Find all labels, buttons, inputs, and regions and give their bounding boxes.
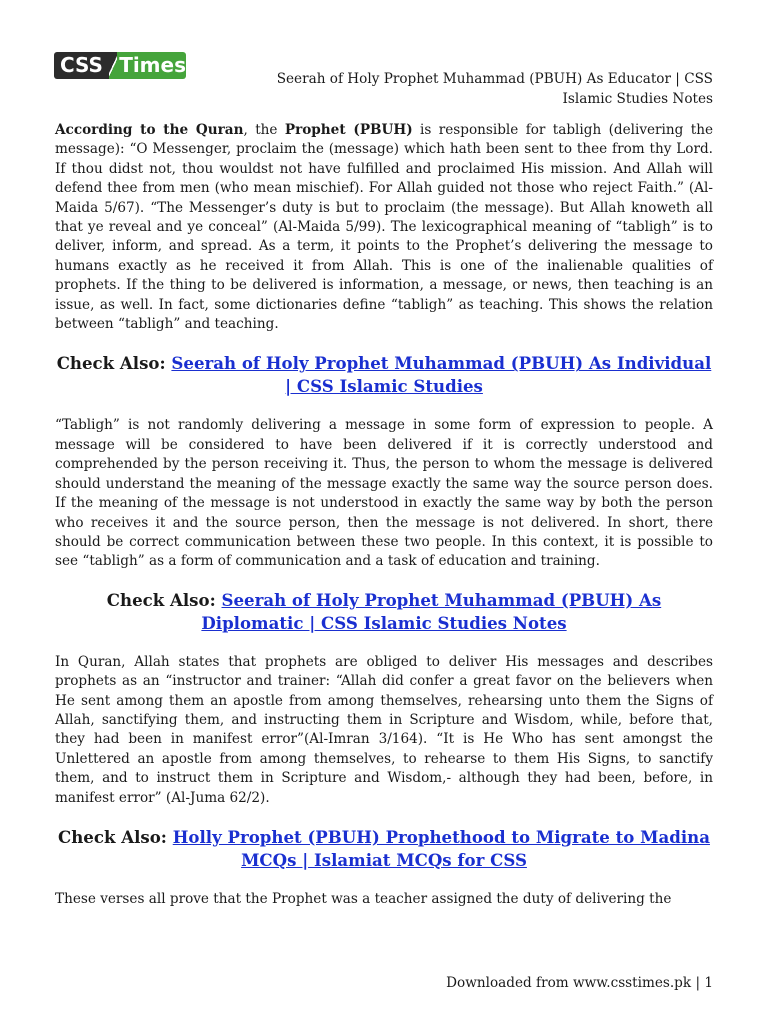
- check-also-1: [55, 352, 713, 398]
- check-also-label: Check Also:: [56, 353, 172, 374]
- csstimes-logo: [54, 52, 186, 79]
- paragraph-1-text-b: is responsible for tabligh (delivering the message): “O Messenger, proclaim the (message) which hath been sent to thee from thy Lord. If thou didst not, thou wouldst not have fulfilled and proclaimed His mission. And Allah will defend thee from men (who mean mischief). For Allah guided not those who reject Faith.” (Al-Maida 5/67). “The Messenger’s duty is but to proclaim (the message). But Allah knoweth all that ye reveal and ye conceal” (Al-Maida 5/99). The lexicographical meaning of “tabligh” is to deliver, inform, and spread. As a term, it points to the Prophet’s delivering the message to humans exactly as he received it from Allah. This is one of the inalienable qualities of prophets. If the thing to be delivered is information, a message, or news, then teaching is an issue, as well. In fact, some dictionaries define “tabligh” as teaching. This shows the relation between “tabligh” and teaching.: [55, 122, 713, 333]
- paragraph-1: [55, 121, 713, 334]
- logo-css-text: CSS: [54, 52, 109, 79]
- check-also-3: [55, 826, 713, 872]
- check-also-link-individual[interactable]: Seerah of Holy Prophet Muhammad (PBUH) As Individual | CSS Islamic Studies: [171, 353, 712, 397]
- check-also-link-diplomatic[interactable]: Seerah of Holy Prophet Muhammad (PBUH) As Diplomatic | CSS Islamic Studies Notes: [201, 589, 662, 633]
- bold-quran: According to the Quran: [55, 122, 244, 138]
- check-also-link-madina-mcqs[interactable]: Holly Prophet (PBUH) Prophethood to Migrate to Madina MCQs | Islamiat MCQs for CSS: [172, 826, 710, 870]
- header-title-line1: Seerah of Holy Prophet Muhammad (PBUH) As Educator | CSS: [276, 71, 713, 87]
- logo-slash: [109, 52, 117, 79]
- paragraph-1-text-a: , the: [243, 122, 285, 138]
- page-footer: Downloaded from www.csstimes.pk | 1: [446, 975, 713, 991]
- check-also-2: [55, 589, 713, 635]
- document-body: [55, 121, 713, 909]
- header-title-line2: Islamic Studies Notes: [562, 90, 713, 107]
- header-title: [243, 70, 713, 109]
- logo-times-text: Times: [119, 53, 186, 77]
- bold-prophet: Prophet (PBUH): [284, 122, 413, 138]
- check-also-label: Check Also:: [58, 826, 173, 847]
- paragraph-2: “Tabligh” is not randomly delivering a message in some form of expression to people. A message will be considered to have been delivered if it is correctly understood and comprehended by the person receiving it. Thus, the person to whom the message is delivered should understand the meaning of the message exactly the same way the source person does. If the meaning of the message is not understood in exactly the same way by both the person who receives it and the source person, then the message is not delivered. In short, there should be correct communication between these two people. In this context, it is possible to see “tabligh” as a form of communication and a task of education and training.: [55, 417, 713, 570]
- paragraph-3: In Quran, Allah states that prophets are obliged to deliver His messages and describes prophets as an “instructor and trainer: “Allah did confer a great favor on the believers when He sent among them an apostle from among themselves, rehearsing unto them the Signs of Allah, sanctifying them, and instructing them in Scripture and Wisdom, while, before that, they had been in manifest error”(Al-Imran 3/164). “It is He Who has sent amongst the Unlettered an apostle from among themselves, to rehearse to them His Signs, to sanctify them, and to instruct them in Scripture and Wisdom,- although they had been, before, in manifest error” (Al-Juma 62/2).: [55, 653, 713, 806]
- paragraph-4: These verses all prove that the Prophet was a teacher assigned the duty of delivering the: [55, 890, 672, 907]
- check-also-label: Check Also:: [106, 589, 222, 610]
